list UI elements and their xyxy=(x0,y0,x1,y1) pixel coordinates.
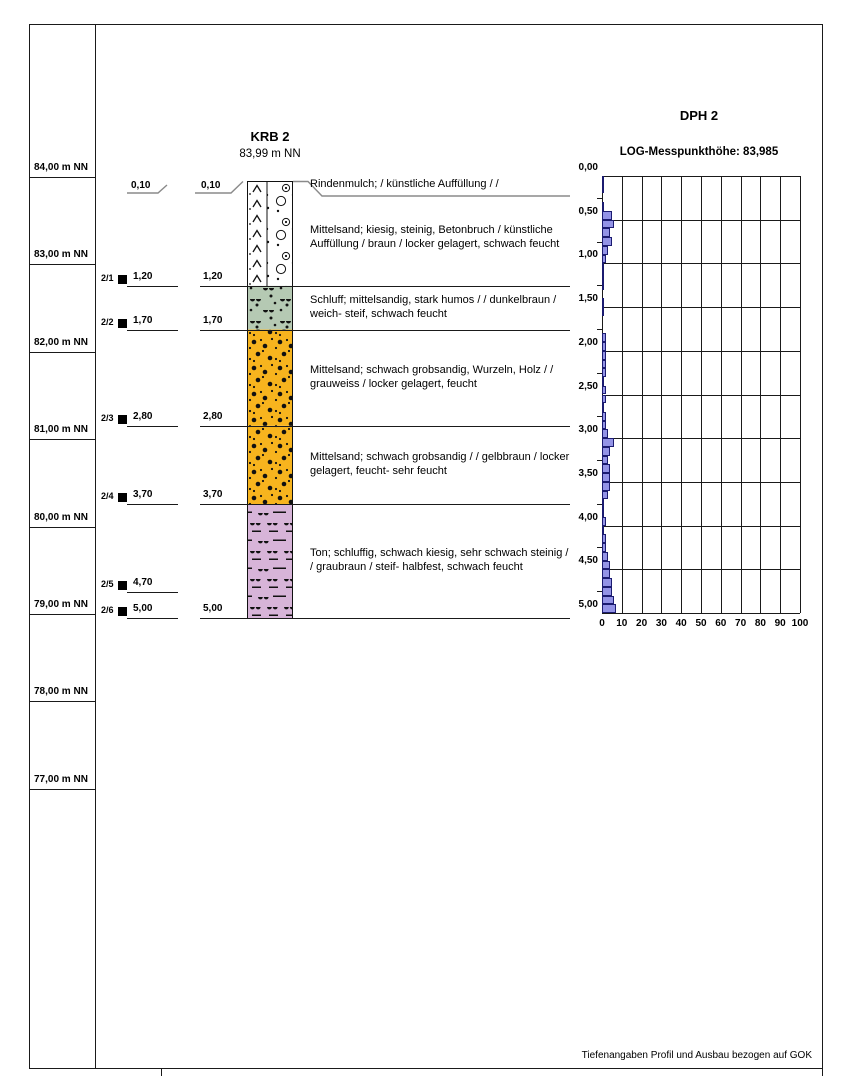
blow-count-bar xyxy=(602,333,606,342)
chart-x-label: 40 xyxy=(675,618,687,629)
layer-pattern-fill xyxy=(247,181,267,286)
sample-marker-square xyxy=(118,275,127,284)
chart-x-label: 30 xyxy=(655,618,667,629)
sample-marker-square xyxy=(118,415,127,424)
borehole-title: KRB 2 xyxy=(250,129,290,144)
chart-depth-label: 4,00 xyxy=(578,511,598,523)
blow-count-bar xyxy=(602,473,610,482)
layer-description: Mittelsand; kiesig, steinig, Betonbruch / künstliche Auffüllung / braun / locker gelagert, schwach feucht xyxy=(310,223,560,250)
sample-depth-label: 5,00 xyxy=(133,603,153,614)
profile-depth-label: 1,70 xyxy=(203,314,223,326)
sample-line xyxy=(127,426,178,427)
chart-depth-label: 4,50 xyxy=(578,555,598,567)
sample-depth-label: 1,20 xyxy=(133,270,153,282)
elevation-tick xyxy=(29,439,95,440)
layer-description: Mittelsand; schwach grobsandig, Wurzeln, Holz / / grauweiss / locker gelagert, feucht xyxy=(310,363,554,390)
elevation-tick xyxy=(29,177,95,178)
sample-depth-label: 3,70 xyxy=(133,489,153,501)
chart-depth-label: 2,50 xyxy=(578,380,598,392)
layer-description: Mittelsand; schwach grobsandig / / gelbbraun / locker gelagert, feucht- sehr feucht xyxy=(310,451,570,478)
sample-id: 2/4 xyxy=(101,491,114,502)
layer-pattern-silt-humus xyxy=(247,286,293,330)
blow-count-bar xyxy=(602,534,606,543)
layer-pattern-sand xyxy=(247,330,293,426)
chart-hgrid xyxy=(602,307,800,308)
sample-depth-label: 2,80 xyxy=(133,410,153,422)
sample-depth-label: 1,70 xyxy=(133,314,153,326)
blow-count-bar xyxy=(602,176,604,185)
sample-id: 2/1 xyxy=(101,272,114,283)
blow-count-bar xyxy=(602,412,606,421)
blow-count-bar xyxy=(602,342,606,351)
elevation-tick xyxy=(29,264,95,265)
elevation-label: 81,00 m NN xyxy=(34,424,88,436)
layer-boundary-line xyxy=(200,330,570,331)
elevation-label: 82,00 m NN xyxy=(34,336,88,348)
blow-count-bar xyxy=(602,499,604,508)
chart-vgrid xyxy=(800,176,801,613)
blow-count-bar xyxy=(602,202,604,211)
elevation-tick xyxy=(29,789,95,790)
chart-x-label: 10 xyxy=(616,618,628,629)
blow-count-bar xyxy=(602,307,604,316)
layer-boundary-line xyxy=(200,504,570,505)
blow-count-bar xyxy=(602,220,614,229)
blow-count-bar xyxy=(602,438,614,447)
blow-count-bar xyxy=(602,351,606,360)
chart-x-label: 60 xyxy=(715,618,727,629)
sample-line xyxy=(127,286,178,287)
chart-depth-label: 3,00 xyxy=(578,424,598,436)
blow-count-bar xyxy=(602,368,606,377)
blow-count-bar xyxy=(602,596,614,605)
blow-count-bar xyxy=(602,263,604,272)
layer-description: Schluff; mittelsandig, stark humos / / dunkelbraun / weich- steif, schwach feucht xyxy=(310,293,557,320)
chart-x-label: 0 xyxy=(599,618,605,629)
elevation-tick xyxy=(29,352,95,353)
layer-boundary-line xyxy=(200,618,570,619)
elevation-label: 83,00 m NN xyxy=(34,249,88,261)
blow-count-bar xyxy=(602,464,610,473)
blow-count-bar xyxy=(602,237,612,246)
surface-offset-label-profile: 0,10 xyxy=(201,180,221,191)
blow-count-bar xyxy=(602,421,606,430)
blow-count-bar xyxy=(602,395,606,404)
blow-count-bar xyxy=(602,587,612,596)
chart-x-label: 80 xyxy=(754,618,766,629)
blow-count-bar xyxy=(602,429,608,438)
chart-x-label: 90 xyxy=(774,618,786,629)
blow-count-bar xyxy=(602,526,604,535)
blow-count-bar xyxy=(602,246,608,255)
chart-minor-tick xyxy=(597,329,602,330)
sample-marker-square xyxy=(118,607,127,616)
chart-depth-label: 5,00 xyxy=(578,599,598,610)
layer-boundary-line xyxy=(200,426,570,427)
elevation-tick xyxy=(29,614,95,615)
lithology-column xyxy=(247,181,293,619)
layer-pattern-gravel xyxy=(267,181,293,286)
chart-hgrid xyxy=(602,613,800,614)
sample-line xyxy=(127,504,178,505)
layer-pattern-sand xyxy=(247,426,293,505)
blow-count-bar xyxy=(602,255,606,264)
blow-count-bar xyxy=(602,543,606,552)
elevation-label: 77,00 m NN xyxy=(34,773,88,785)
surface-offset-label-left: 0,10 xyxy=(131,180,151,191)
sample-id: 2/5 xyxy=(101,578,114,589)
chart-hgrid xyxy=(602,351,800,352)
blow-count-bar xyxy=(602,386,606,395)
profile-depth-label: 1,20 xyxy=(203,270,223,282)
blow-count-bar xyxy=(602,578,612,587)
sample-depth-label: 4,70 xyxy=(133,576,153,588)
layer-description: Ton; schluffig, schwach kiesig, sehr schwach steinig / / graubraun / steif- halbfest, schwach feucht xyxy=(310,547,569,574)
chart-hgrid xyxy=(602,569,800,570)
blow-count-bar xyxy=(602,272,604,281)
chart-depth-label: 1,50 xyxy=(578,293,598,305)
elevation-label: 79,00 m NN xyxy=(34,599,88,610)
sample-line xyxy=(127,330,178,331)
blow-count-bar xyxy=(602,281,604,290)
chart-depth-label: 0,00 xyxy=(578,162,598,173)
blow-count-bar xyxy=(602,360,606,369)
chart-x-label: 20 xyxy=(636,618,648,629)
blow-count-bar xyxy=(602,377,604,386)
profile-depth-label: 2,80 xyxy=(203,410,223,422)
chart-minor-tick xyxy=(597,198,602,199)
elevation-label: 84,00 m NN xyxy=(34,162,88,173)
profile-depth-label: 3,70 xyxy=(203,489,223,501)
chart-x-label: 70 xyxy=(735,618,747,629)
blow-count-bar xyxy=(602,569,610,578)
sample-line xyxy=(127,618,178,619)
chart-hgrid xyxy=(602,263,800,264)
blow-count-bar xyxy=(602,185,604,194)
blow-count-bar xyxy=(602,561,610,570)
blow-count-bar xyxy=(602,604,616,613)
blow-count-bar xyxy=(602,228,610,237)
chart-hgrid xyxy=(602,526,800,527)
sample-line xyxy=(127,592,178,593)
blow-count-bar xyxy=(602,456,608,465)
sample-id: 2/6 xyxy=(101,605,114,615)
blow-count-bar xyxy=(602,508,604,517)
layer-description: Rindenmulch; / künstliche Auffüllung / / xyxy=(310,178,499,191)
blow-count-bar xyxy=(602,403,604,412)
chart-hgrid xyxy=(602,395,800,396)
chart-hgrid xyxy=(602,438,800,439)
sounding-title: DPH 2 xyxy=(679,108,719,123)
chart-x-label: 50 xyxy=(695,618,707,629)
sample-marker-square xyxy=(118,581,127,590)
chart-depth-label: 0,50 xyxy=(578,205,598,217)
profile-depth-label: 5,00 xyxy=(203,603,223,614)
blow-count-bar xyxy=(602,517,606,526)
chart-x-label: 100 xyxy=(791,618,809,629)
elevation-tick xyxy=(29,701,95,702)
chart-hgrid xyxy=(602,220,800,221)
blow-count-bar xyxy=(602,482,610,491)
blow-count-bar xyxy=(602,298,604,307)
elevation-tick xyxy=(29,527,95,528)
blow-count-bar xyxy=(602,552,608,561)
blow-count-bar xyxy=(602,211,612,220)
sample-id: 2/3 xyxy=(101,412,114,423)
sample-marker-square xyxy=(118,319,127,328)
chart-hgrid xyxy=(602,482,800,483)
sample-marker-square xyxy=(118,493,127,502)
chart-depth-label: 3,50 xyxy=(578,467,598,479)
footer-note: Tiefenangaben Profil und Ausbau bezogen auf GOK xyxy=(581,1050,812,1061)
blow-count-bar xyxy=(602,491,608,500)
sounding-subtitle: LOG-Messpunkthöhe: 83,985 xyxy=(619,146,779,158)
layer-pattern-clay-silt xyxy=(247,504,293,618)
elevation-label: 78,00 m NN xyxy=(34,686,88,698)
sample-id: 2/2 xyxy=(101,316,114,327)
elevation-label: 80,00 m NN xyxy=(34,511,88,523)
borehole-elevation: 83,99 m NN xyxy=(239,148,301,160)
layer-boundary-line xyxy=(200,286,570,287)
blow-count-bar xyxy=(602,447,610,456)
chart-hgrid xyxy=(602,176,800,177)
chart-depth-label: 1,00 xyxy=(578,249,598,261)
chart-depth-label: 2,00 xyxy=(578,336,598,348)
